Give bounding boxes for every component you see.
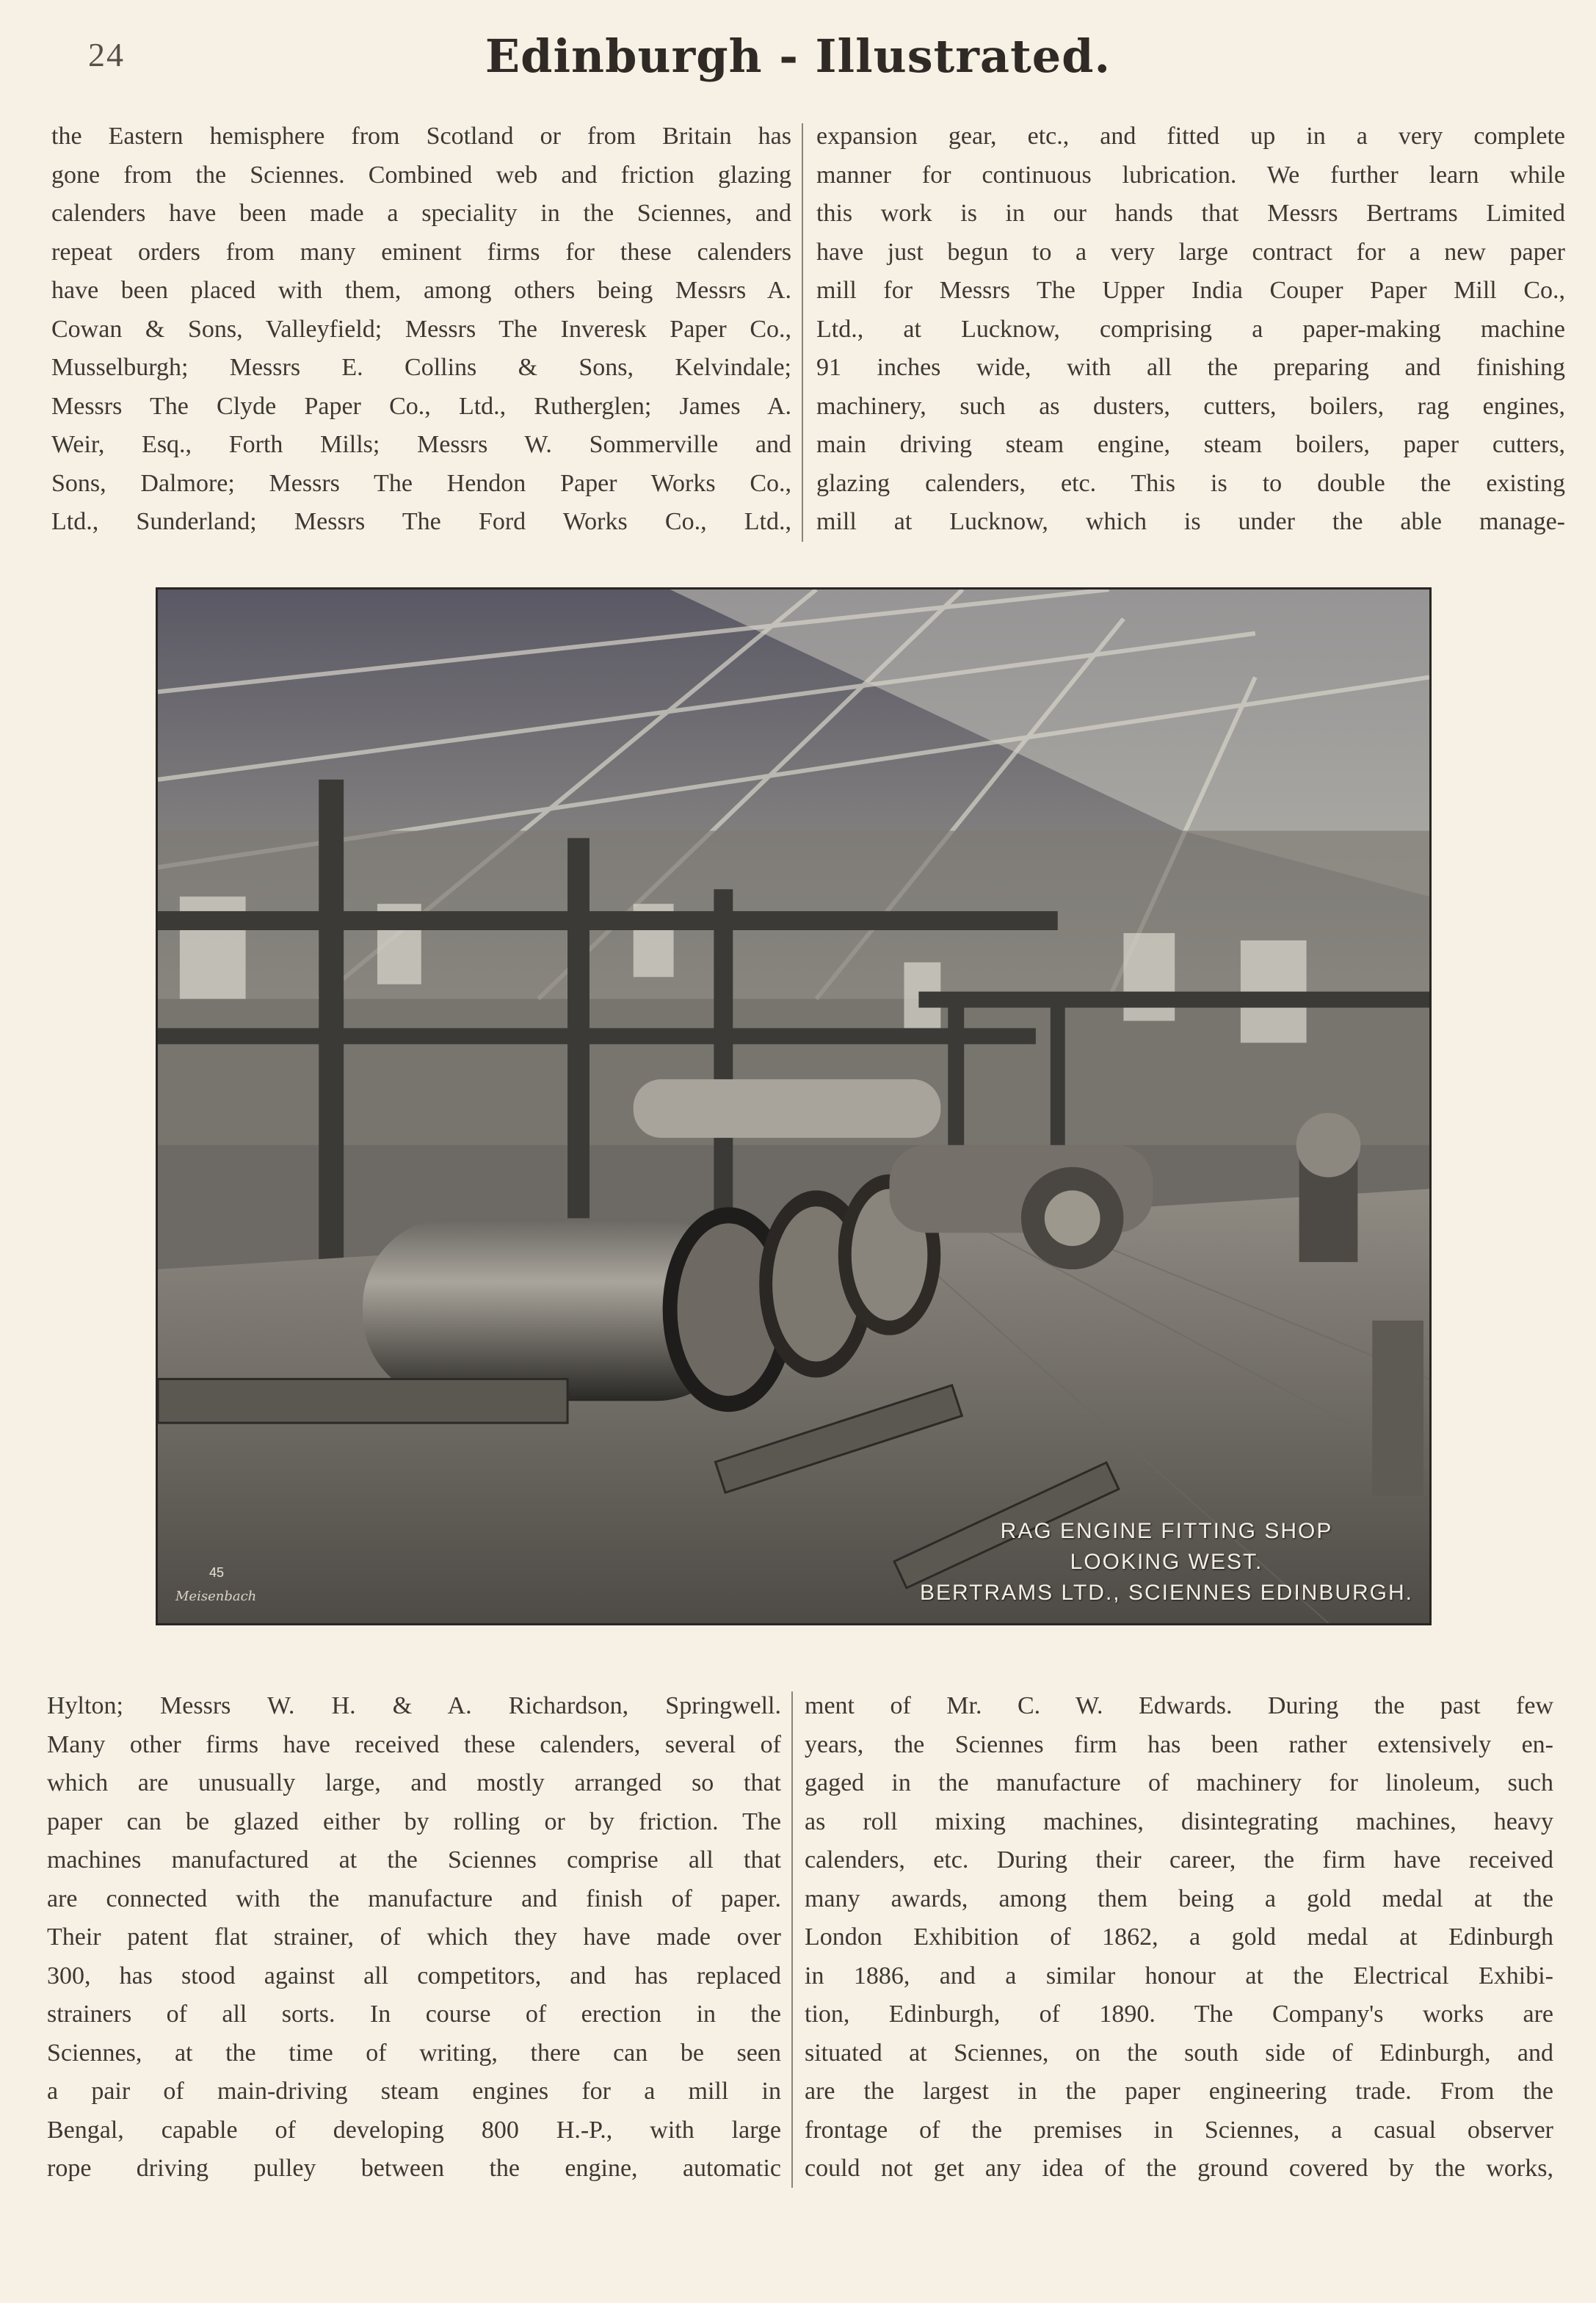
text-line: Sons, Dalmore; Messrs The Hendon Paper Works Co., bbox=[51, 469, 791, 497]
plate-caption-line: RAG ENGINE FITTING SHOP bbox=[1000, 1519, 1333, 1543]
text-line: London Exhibition of 1862, a gold medal at Edinburgh bbox=[805, 1923, 1553, 1951]
text-line: Musselburgh; Messrs E. Collins & Sons, Kelvindale; bbox=[51, 354, 791, 381]
text-line: calenders, etc. During their career, the firm have received bbox=[805, 1846, 1553, 1874]
plate-caption-line: BERTRAMS LTD., SCIENNES EDINBURGH. bbox=[920, 1581, 1413, 1605]
text-line: 91 inches wide, with all the preparing and finishing bbox=[816, 354, 1565, 381]
text-line: repeat orders from many eminent firms for these calenders bbox=[51, 238, 791, 266]
text-line: could not get any idea of the ground covered by the works, bbox=[805, 2155, 1553, 2182]
text-line: mill at Lucknow, which is under the able manage- bbox=[816, 508, 1565, 535]
bottom-left-column bbox=[47, 1687, 781, 2188]
text-line: frontage of the premises in Sciennes, a casual observer bbox=[805, 2116, 1553, 2144]
text-line: Cowan & Sons, Valleyfield; Messrs The Inveresk Paper Co., bbox=[51, 315, 791, 343]
text-line: a pair of main-driving steam engines for a mill in bbox=[47, 2078, 781, 2105]
text-line: main driving steam engine, steam boilers, paper cutters, bbox=[816, 431, 1565, 458]
top-right-column bbox=[816, 117, 1565, 542]
text-line: machinery, such as dusters, cutters, boilers, rag engines, bbox=[816, 392, 1565, 420]
page-number: 24 bbox=[88, 36, 125, 73]
text-line: paper can be glazed either by rolling or by friction. The bbox=[47, 1807, 781, 1835]
text-line: years, the Sciennes firm has been rather extensively en- bbox=[805, 1730, 1553, 1758]
text-line: as roll mixing machines, disintegrating machines, heavy bbox=[805, 1807, 1553, 1835]
text-line: rope driving pulley between the engine, automatic bbox=[47, 2155, 781, 2182]
text-line: have just begun to a very large contract for a new paper bbox=[816, 238, 1565, 266]
text-line: manner for continuous lubrication. We further learn while bbox=[816, 161, 1565, 189]
plate-caption bbox=[920, 1516, 1413, 1609]
text-line: calenders have been made a speciality in the Sciennes, and bbox=[51, 200, 791, 227]
text-line: 300, has stood against all competitors, and has replaced bbox=[47, 1962, 781, 1990]
column-divider bbox=[791, 1691, 793, 2188]
text-line: Ltd., Sunderland; Messrs The Ford Works Co., Ltd., bbox=[51, 508, 791, 535]
engraver-signature: Meisenbach bbox=[175, 1589, 257, 1604]
text-line: strainers of all sorts. In course of erection in the bbox=[47, 2001, 781, 2028]
text-line: Sciennes, at the time of writing, there can be seen bbox=[47, 2039, 781, 2067]
text-line: ment of Mr. C. W. Edwards. During the past few bbox=[805, 1692, 1553, 1719]
workshop-illustration bbox=[158, 590, 1429, 1623]
text-line: are the largest in the paper engineering trade. From the bbox=[805, 2078, 1553, 2105]
plate-number: 45 bbox=[209, 1565, 225, 1580]
workshop-photograph bbox=[156, 587, 1432, 1625]
text-line: in 1886, and a similar honour at the Electrical Exhibi- bbox=[805, 1962, 1553, 1990]
text-line: Hylton; Messrs W. H. & A. Richardson, Springwell. bbox=[47, 1692, 781, 1719]
text-line: situated at Sciennes, on the south side of Edinburgh, and bbox=[805, 2039, 1553, 2067]
text-line: are connected with the manufacture and finish of paper. bbox=[47, 1885, 781, 1912]
text-line: gaged in the manufacture of machinery for linoleum, such bbox=[805, 1769, 1553, 1796]
text-line: which are unusually large, and mostly arranged so that bbox=[47, 1769, 781, 1796]
text-line: expansion gear, etc., and fitted up in a very complete bbox=[816, 123, 1565, 150]
plate-caption-line: LOOKING WEST. bbox=[1070, 1550, 1263, 1574]
text-line: Their patent flat strainer, of which they have made over bbox=[47, 1923, 781, 1951]
text-line: this work is in our hands that Messrs Bertrams Limited bbox=[816, 200, 1565, 227]
text-line: Ltd., at Lucknow, comprising a paper-making machine bbox=[816, 315, 1565, 343]
text-line: Bengal, capable of developing 800 H.-P., with large bbox=[47, 2116, 781, 2144]
text-line: glazing calenders, etc. This is to double the existing bbox=[816, 469, 1565, 497]
top-left-column bbox=[51, 117, 791, 542]
running-title: Edinburgh - Illustrated. bbox=[485, 29, 1111, 83]
text-line: the Eastern hemisphere from Scotland or from Britain has bbox=[51, 123, 791, 150]
text-line: gone from the Sciennes. Combined web and friction glazing bbox=[51, 161, 791, 189]
column-divider bbox=[802, 123, 803, 542]
text-line: Many other firms have received these calenders, several of bbox=[47, 1730, 781, 1758]
text-line: tion, Edinburgh, of 1890. The Company's works are bbox=[805, 2001, 1553, 2028]
bottom-right-column bbox=[805, 1687, 1553, 2188]
text-line: machines manufactured at the Sciennes comprise all that bbox=[47, 1846, 781, 1874]
text-line: Messrs The Clyde Paper Co., Ltd., Rutherglen; James A. bbox=[51, 392, 791, 420]
text-line: have been placed with them, among others being Messrs A. bbox=[51, 277, 791, 304]
text-line: Weir, Esq., Forth Mills; Messrs W. Sommerville and bbox=[51, 431, 791, 458]
text-line: many awards, among them being a gold medal at the bbox=[805, 1885, 1553, 1912]
text-line: mill for Messrs The Upper India Couper Paper Mill Co., bbox=[816, 277, 1565, 304]
